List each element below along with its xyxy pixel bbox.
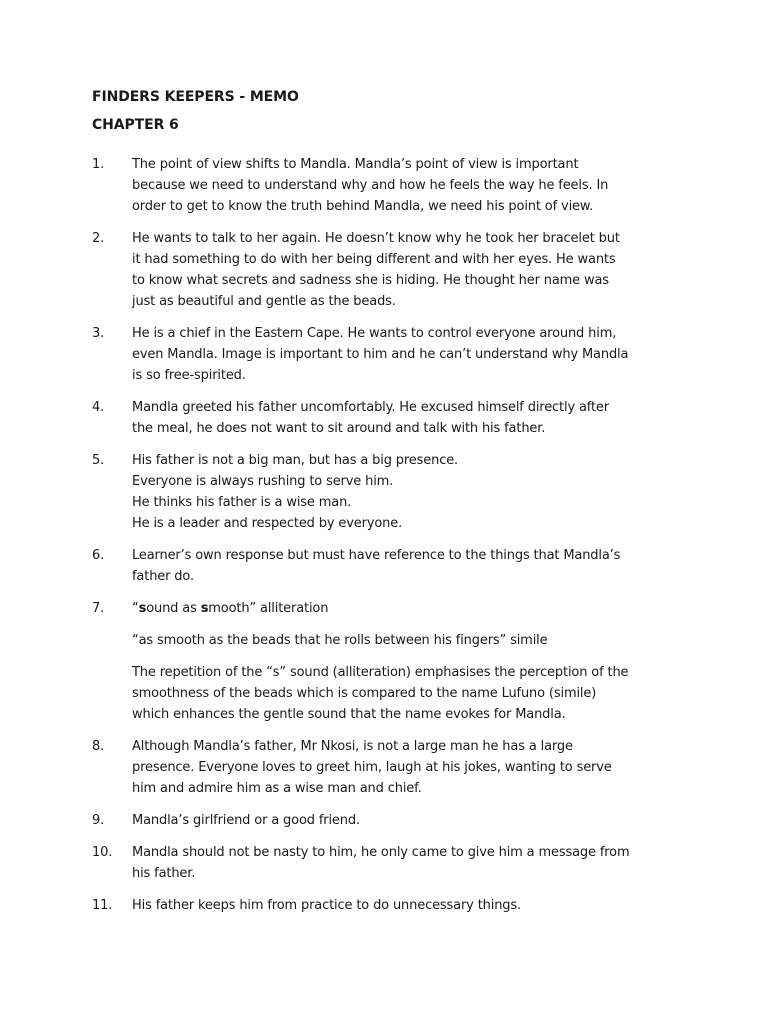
item-number: 1. [92, 157, 105, 172]
text-segment: “ [132, 601, 139, 616]
item-body [132, 154, 676, 228]
item-block [132, 450, 676, 534]
memo-item [92, 842, 676, 895]
chapter-heading: CHAPTER 6 [92, 117, 179, 133]
memo-item [92, 895, 676, 927]
item-number: 8. [92, 739, 105, 754]
memo-item [92, 450, 676, 545]
item-text-line: because we need to understand why and how he feels the way he feels. In [132, 178, 609, 193]
item-text-line: father do. [132, 569, 194, 584]
item-body [132, 895, 676, 927]
item-number: 7. [92, 601, 105, 616]
item-number: 10. [92, 845, 113, 860]
item-body [132, 598, 676, 736]
item-text-line: His father is not a big man, but has a big presence. [132, 453, 459, 468]
item-number: 4. [92, 400, 105, 415]
item-text-line: Everyone is always rushing to serve him. [132, 474, 394, 489]
item-text-line [132, 598, 676, 619]
item-text-line: Mandla’s girlfriend or a good friend. [132, 813, 360, 828]
item-block [132, 545, 676, 587]
text-segment: mooth” alliteration [208, 601, 329, 616]
bold-letter: s [200, 601, 209, 616]
item-text-line: He thinks his father is a wise man. [132, 495, 352, 510]
item-text-line: the meal, he does not want to sit around and talk with his father. [132, 421, 546, 436]
item-text-line: smoothness of the beads which is compared to the name Lufuno (simile) [132, 686, 597, 701]
memo-item [92, 397, 676, 450]
item-number: 6. [92, 548, 105, 563]
item-body [132, 545, 676, 598]
document-title: FINDERS KEEPERS - MEMO [92, 89, 299, 105]
item-block [132, 228, 676, 312]
item-text-line: Mandla greeted his father uncomfortably. He excused himself directly after [132, 400, 609, 415]
item-body [132, 323, 676, 397]
memo-item [92, 228, 676, 323]
item-text-line: Mandla should not be nasty to him, he only came to give him a message from [132, 845, 630, 860]
item-body [132, 842, 676, 895]
item-text-line: He is a chief in the Eastern Cape. He wants to control everyone around him, [132, 326, 617, 341]
item-text-line: He wants to talk to her again. He doesn’t know why he took her bracelet but [132, 231, 620, 246]
item-text-line: is so free-spirited. [132, 368, 246, 383]
item-block [132, 323, 676, 386]
item-text-line: order to get to know the truth behind Mandla, we need his point of view. [132, 199, 594, 214]
item-text-line: even Mandla. Image is important to him and he can’t understand why Mandla [132, 347, 629, 362]
item-block [132, 842, 676, 884]
item-number: 5. [92, 453, 105, 468]
item-block [132, 895, 676, 916]
bold-letter: s [138, 601, 147, 616]
item-text-line: He is a leader and respected by everyone. [132, 516, 403, 531]
item-text-line: Although Mandla’s father, Mr Nkosi, is not a large man he has a large [132, 739, 573, 754]
item-text-line: Learner’s own response but must have reference to the things that Mandla’s [132, 548, 621, 563]
item-text-line: to know what secrets and sadness she is hiding. He thought her name was [132, 273, 609, 288]
item-block [132, 736, 676, 799]
item-number: 2. [92, 231, 105, 246]
item-text-line: “as smooth as the beads that he rolls between his fingers” simile [132, 633, 548, 648]
item-text-line: his father. [132, 866, 196, 881]
item-number: 9. [92, 813, 105, 828]
item-block [132, 662, 676, 725]
item-body [132, 810, 676, 842]
item-body [132, 736, 676, 810]
item-number: 11. [92, 898, 113, 913]
item-block [132, 810, 676, 831]
memo-item [92, 323, 676, 397]
item-text-line: him and admire him as a wise man and chief. [132, 781, 422, 796]
item-body [132, 450, 676, 545]
item-block [132, 154, 676, 217]
memo-item [92, 810, 676, 842]
item-text-line: presence. Everyone loves to greet him, laugh at his jokes, wanting to serve [132, 760, 612, 775]
item-text-line: which enhances the gentle sound that the name evokes for Mandla. [132, 707, 566, 722]
item-text-line: His father keeps him from practice to do unnecessary things. [132, 898, 522, 913]
memo-item [92, 598, 676, 736]
document-body [92, 90, 676, 927]
memo-item [92, 545, 676, 598]
item-body [132, 397, 676, 450]
item-text-line: it had something to do with her being different and with her eyes. He wants [132, 252, 616, 267]
memo-list [92, 154, 676, 927]
item-text-line: just as beautiful and gentle as the beads. [132, 294, 396, 309]
item-block [132, 598, 676, 619]
item-text-line: The repetition of the “s” sound (alliteration) emphasises the perception of the [132, 665, 629, 680]
item-block [132, 397, 676, 439]
item-number: 3. [92, 326, 105, 341]
memo-item [92, 736, 676, 810]
text-segment: ound as [146, 601, 201, 616]
item-body [132, 228, 676, 323]
item-text-line: The point of view shifts to Mandla. Mandla’s point of view is important [132, 157, 579, 172]
item-block [132, 630, 676, 651]
memo-item [92, 154, 676, 228]
